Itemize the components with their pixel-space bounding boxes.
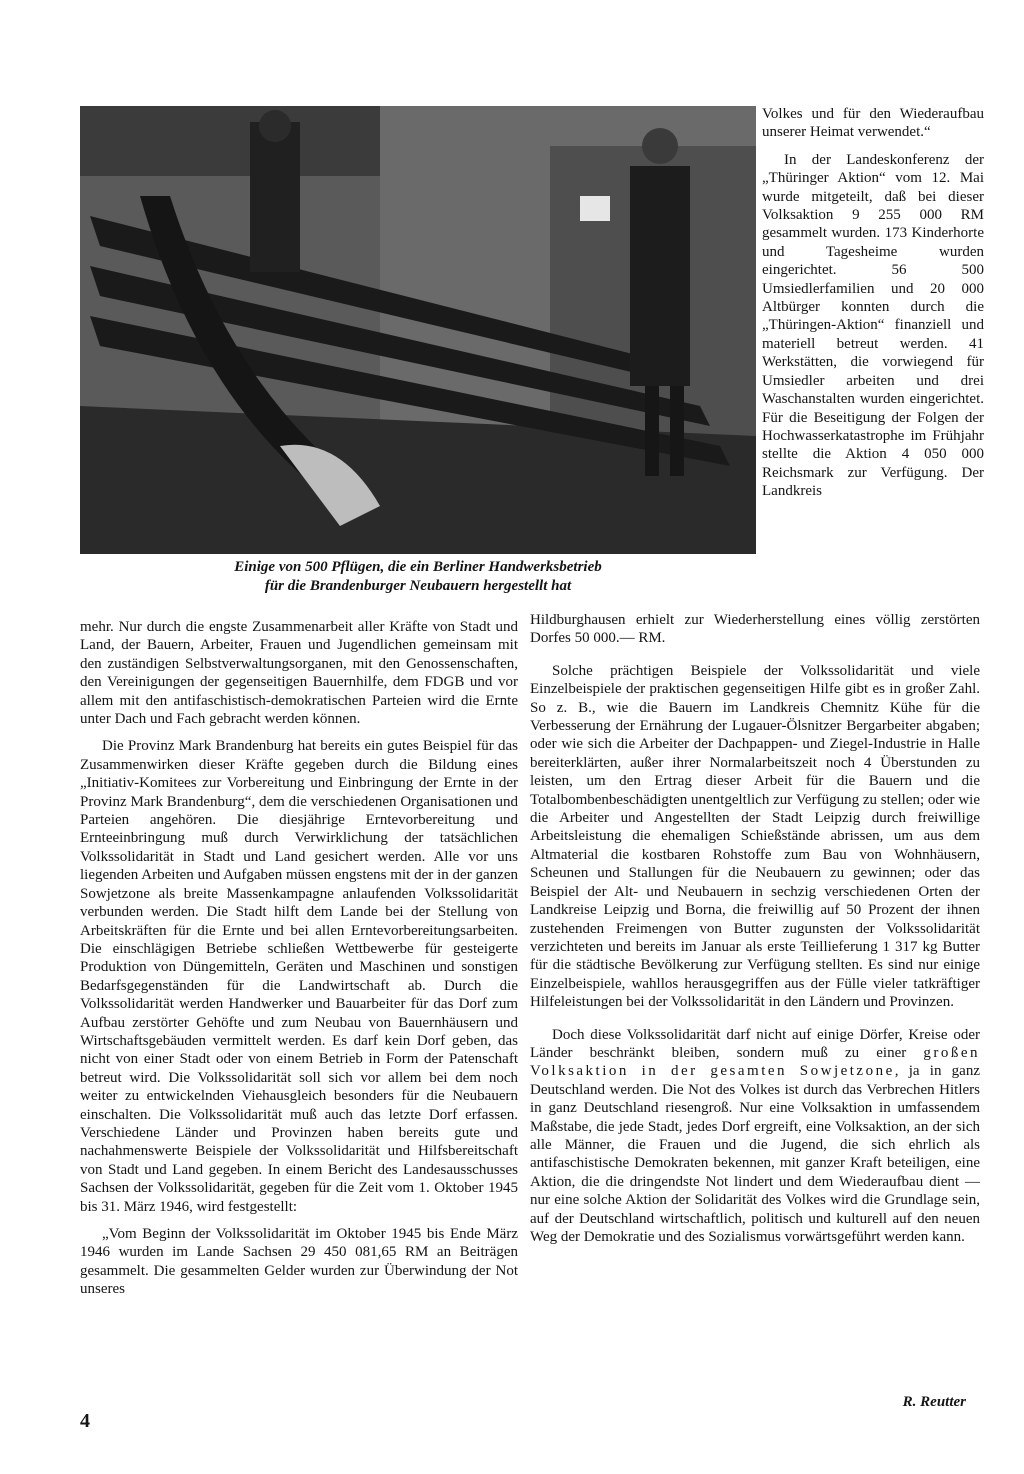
paragraph-text: , ja in ganz Deutschland werden. Die Not des Volkes ist durch das Verbrechen Hitlers in ganz Deutschland riesengroß. Nur eine Volksaktion in umfassendem Maßstabe, die jede Stadt, jedes Dorf ergreift, eine Volksaktion, an der sich alle Männer, die Frauen und die Jugend, die sich ehrlich als antifaschistische Demokraten bekennen, mit ganzer Kraft beteiligen, eine Aktion, die die dringendste Not lindert und dem Wiederaufbau dient — nur eine solche Aktion der Solidarität des Volkes wird die Grundlage sein, auf der Deutschland wirtschaftlich, politisch und kulturell auf den neuen Weg der Demokratie und des Sozialismus vorwärtsgeführt werden kann. [530,1063,980,1245]
paragraph: Hildburghausen erhielt zur Wiederherstellung eines völlig zerstörten Dorfes 50 000.— RM. [530,612,980,647]
right-top-column [762,105,984,501]
emphasized-text: großen Volksaktion in der gesamten Sowjetzone [530,1044,981,1080]
paragraph: In der Landeskonferenz der „Thüringer Aktion“ vom 12. Mai wurde mitgeteilt, daß bei dieser Volksaktion 9 255 000 RM gesammelt wurden. 173 Kinderhorte und Tagesheime wurden eingerichtet. 56 500 Umsiedlerfamilien und 20 000 Altbürger konnten durch die „Thüringen-Aktion“ finanziell und materiell betreut werden. 41 Werkstätten, die vorwiegend für Umsiedler arbeiten und drei Waschanstalten wurden eingerichtet. Für die Beseitigung der Folgen der Hochwasserkatastrophe im Frühjahr stellte die Aktion 4 050 000 Reichsmark zur Verfügung. Der Landkreis [762,151,984,500]
photo-caption [80,558,756,596]
page-number: 4 [80,1410,90,1432]
paragraph: Die Provinz Mark Brandenburg hat bereits ein gutes Beispiel für das Zusammenwirken dieser Kräfte gegeben durch die Bildung eines „Initiativ-Komitees zur Vorbereitung und Einbringung der Ernte in der Provinz Mark Brandenburg“, dem die verschiedenen Organisationen und Parteien angehören. Die diesjährige Erntevorbereitung und Ernteeinbringung muß durch Verwirklichung der tatsächlichen Volkssolidarität in Stadt und Land gesichert werden. Alle vor uns liegenden Arbeiten und Aufgaben müssen engstens mit der in der ganzen Sowjetzone als breite Massenkampagne anlaufenden Volkssolidarität verbunden werden. Die Stadt hilft dem Lande bei der Stellung von Arbeitskräften für die Ernte und bei allen Erntevorbereitungsarbeiten. Die einschlägigen Betriebe schließen Wettbewerbe für gesteigerte Produktion von Düngemitteln, Geräten und Maschinen und sonstigen Bedarfsgegenständen für die Landwirtschaft ab. Durch die Volkssolidarität werden Handwerker und Bauarbeiter für das Dorf zum Aufbau zerstörter Gehöfte und zum Neubau von Bauernhäusern und Wirtschaftsgebäuden vermittelt werden. Es darf kein Dorf geben, das nicht von einer Stadt oder von einem Betrieb in Form der Patenschaft betreut wird. Die Volkssolidarität soll sich vor allem bei dem noch weiter zu entwickelnden Viehausgleich besonders für die Neubauern einschalten. Die Volkssolidarität muß auch das letzte Dorf erfassen. Verschiedene Länder und Provinzen haben bereits gute und nachahmenswerte Beispiele der Volkssolidarität und Hilfsbereitschaft von Stadt und Land gegeben. In einem Bericht des Landesausschusses Sachsen der Volkssolidarität, gegeben für die Zeit vom 1. Oktober 1945 bis 31. März 1946, wird festgestellt: [80,738,518,1215]
quote-paragraph: „Vom Beginn der Volkssolidarität im Oktober 1945 bis Ende März 1946 wurden im Lande Sachsen 29 450 081,65 RM an Beiträgen gesammelt. Die gesammelten Gelder wurden zur Überwindung der Not unseres [80,1226,518,1298]
article-photo [80,106,756,554]
paragraph: Volkes und für den Wiederaufbau unserer Heimat verwendet.“ [762,106,984,141]
left-column [80,618,518,1308]
paragraph: Solche prächtigen Beispiele der Volkssolidarität und viele Einzelbeispiele der praktischen gegenseitigen Hilfe gibt es in großer Zahl. So z. B., wie die Bauern im Landkreis Chemnitz Kühe für die Verbesserung der Ernährung der Lugauer-Ölsnitzer Bergarbeiter abgaben; oder wie sich die Arbeiter der Dachpappen- und Ziegel-Industrie in Halle bereiterklärten, außer ihrer Normalarbeitszeit noch 4 Überstunden zu leisten, um den Ertrag dieser Arbeit für die Bauern und die Totalbombenbeschädigten unentgeltlich zur Verfügung zu stellen; oder wie die Arbeiter und Angestellten der Stadt Leipzig durch freiwillige Arbeitsleistung die ehemaligen Schießstände abrissen, um aus dem Altmaterial die kostbaren Rohstoffe zum Bau von Wohnhäusern, Scheunen und Stallungen für die Neubauern zu gewinnen; oder das Beispiel der Alt- und Neubauern in sechzig verschiedenen Orten der Landkreise Leipzig und Borna, die freiwillig auf 50 Prozent der ihnen zustehenden Freimengen von Butter zugunsten der Volkssolidarität verzichteten und bereits im Januar als erste Teillieferung 1 317 kg Butter für die städtische Bevölkerung zur Verfügung stellten. Es sind nur einige Einzelbeispiele, wahllos herausgegriffen aus der Fülle vieler tatkräftiger Hilfeleistungen bei der Volkssolidarität in den Ländern und Provinzen. [530,662,980,1011]
photo-caption-line-1: Einige von 500 Pflügen, die ein Berliner Handwerksbetrieb [234,559,602,575]
author-signature: R. Reutter [902,1394,966,1410]
paragraph: mehr. Nur durch die engste Zusammenarbeit aller Kräfte von Stadt und Land, der Bauern, Arbeiter, Frauen und Jugendlichen gemeinsam mit den zuständigen Selbstverwaltungsorganen, mit den Genossenschaften, den Vereinigungen der gegenseitigen Bauernhilfe, dem FDGB und vor allem mit den antifaschistisch-demokratischen Parteien wird die Ernte unter Dach und Fach gebracht werden können. [80,619,518,728]
photo-caption-line-2: für die Brandenburger Neubauern hergestellt hat [264,578,572,594]
paragraph-text: Doch diese Volkssolidarität darf nicht auf einige Dörfer, Kreise oder Länder beschränkt bleiben, sondern muß zu einer [530,1026,980,1061]
paragraph [530,1026,980,1247]
plough-photo-illustration [80,106,756,554]
right-column [530,611,980,1255]
